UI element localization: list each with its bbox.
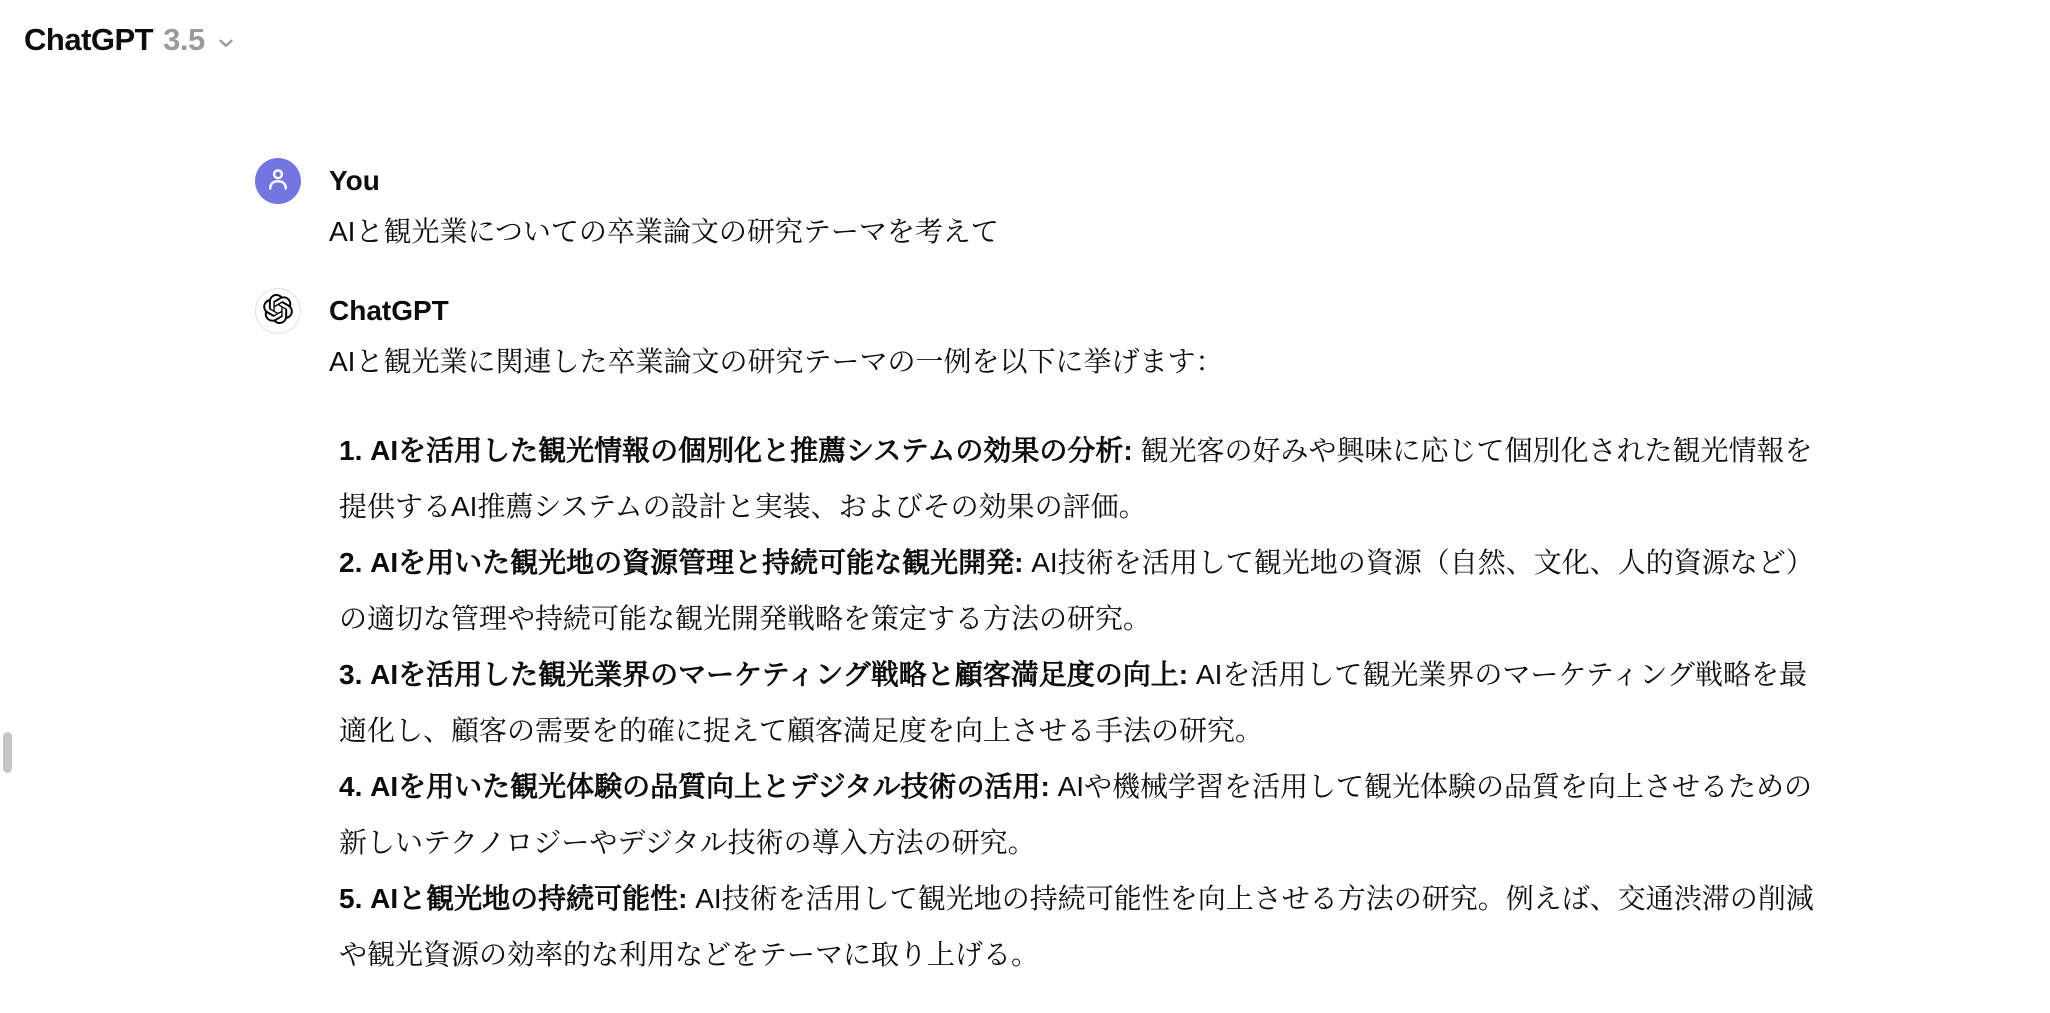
item-number: 2. xyxy=(339,547,363,578)
person-icon xyxy=(263,164,293,199)
item-number: 1. xyxy=(339,435,363,466)
user-message-row xyxy=(255,158,1825,260)
item-number: 5. xyxy=(339,883,363,914)
openai-logo-icon xyxy=(263,294,293,329)
assistant-name-label: ChatGPT xyxy=(329,295,449,326)
assistant-intro-text: AIと観光業に関連した卒業論文の研究テーマの一例を以下に挙げます： xyxy=(329,346,1224,377)
research-theme-list xyxy=(329,423,1821,983)
assistant-message-content xyxy=(329,288,1821,983)
item-title: AIを活用した観光業界のマーケティング戦略と顧客満足度の向上: xyxy=(370,659,1189,690)
item-title: AIを用いた観光地の資源管理と持続可能な観光開発: xyxy=(370,547,1024,578)
list-item xyxy=(339,759,1821,871)
item-body: AIや機械学習を活用して観光体験の品質を向上させるための新しいテクノロジーやデジタル技術の導入方法の研究。 xyxy=(339,771,1813,858)
conversation xyxy=(255,158,1825,983)
item-body: AIを活用して観光業界のマーケティング戦略を最適化し、顧客の需要を的確に捉えて顧客満足度を向上させる手法の研究。 xyxy=(339,659,1807,746)
user-avatar xyxy=(255,158,301,204)
user-name-label: You xyxy=(329,165,380,196)
item-number: 3. xyxy=(339,659,363,690)
item-number: 4. xyxy=(339,771,363,802)
app-title: ChatGPT xyxy=(24,22,154,57)
list-item xyxy=(339,535,1821,647)
user-message-text: AIと観光業についての卒業論文の研究テーマを考えて xyxy=(329,216,999,247)
item-body: AI技術を活用して観光地の資源（自然、文化、人的資源など）の適切な管理や持続可能な観光開発戦略を策定する方法の研究。 xyxy=(339,547,1814,634)
assistant-message-row xyxy=(255,288,1825,983)
model-selector[interactable] xyxy=(18,18,243,62)
item-body: 観光客の好みや興味に応じて個別化された観光情報を提供するAI推薦システムの設計と実装、およびその効果の評価。 xyxy=(339,435,1813,522)
model-version: 3.5 xyxy=(163,22,205,57)
item-title: AIと観光地の持続可能性: xyxy=(370,883,688,914)
scrollbar-thumb[interactable] xyxy=(3,732,12,773)
assistant-avatar xyxy=(255,288,301,334)
list-item xyxy=(339,423,1821,535)
list-item xyxy=(339,871,1821,983)
item-body: AI技術を活用して観光地の持続可能性を向上させる方法の研究。例えば、交通渋滞の削減や観光資源の効率的な利用などをテーマに取り上げる。 xyxy=(339,883,1814,970)
item-title: AIを活用した観光情報の個別化と推薦システムの効果の分析: xyxy=(370,435,1133,466)
user-message-content xyxy=(329,158,1821,260)
chevron-down-icon xyxy=(215,26,237,54)
list-item xyxy=(339,647,1821,759)
item-title: AIを用いた観光体験の品質向上とデジタル技術の活用: xyxy=(370,771,1050,802)
